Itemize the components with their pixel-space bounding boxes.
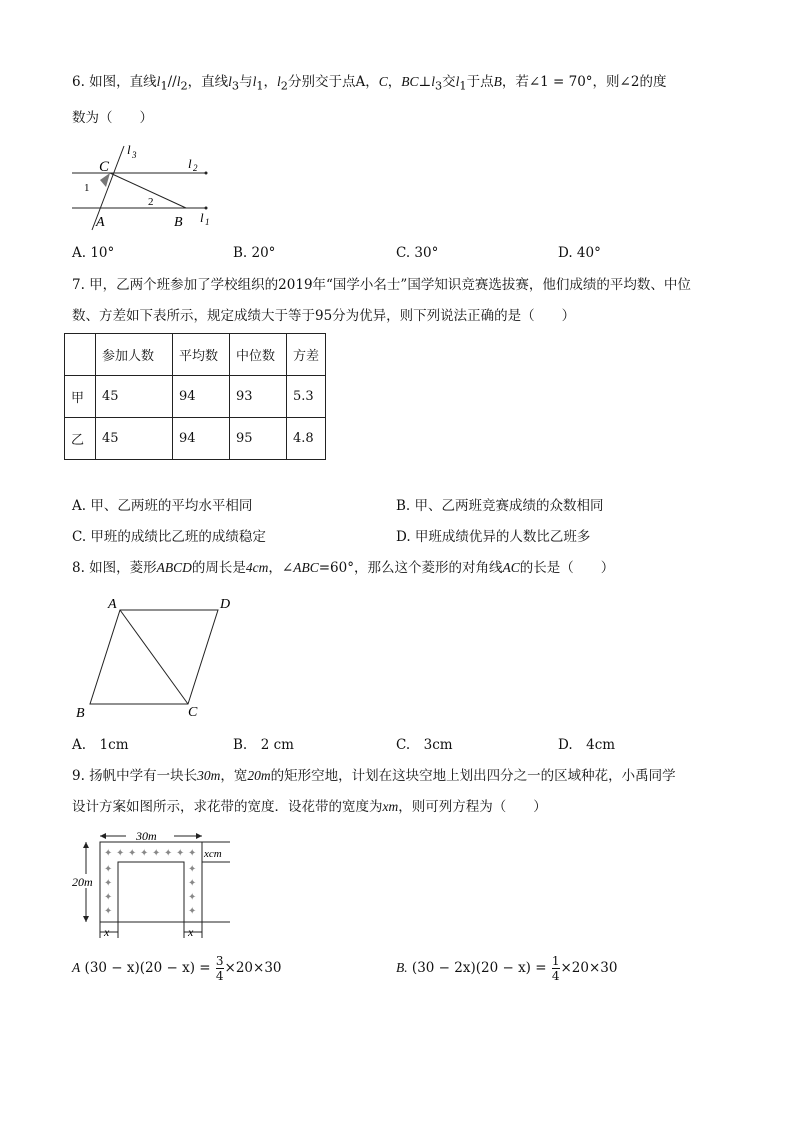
subscript: 1 bbox=[160, 79, 168, 93]
q6-text: 6. 如图，直线 bbox=[72, 74, 157, 90]
label-d: D bbox=[220, 597, 231, 612]
table-header-cell: 中位数 bbox=[230, 334, 287, 376]
svg-text:✦: ✦ bbox=[188, 906, 197, 917]
q8-option-d: D. 4cm bbox=[558, 737, 616, 753]
svg-text:✦: ✦ bbox=[104, 892, 113, 903]
angle-2-label: 2 bbox=[148, 196, 154, 208]
dim-bottom-left-label: x bbox=[104, 925, 110, 939]
q9-text: ，则可列方程为（ ） bbox=[398, 799, 547, 815]
parallel-symbol: // bbox=[167, 74, 177, 90]
table-header-cell: 方差 bbox=[287, 334, 326, 376]
q8-text: ，∠ bbox=[268, 560, 294, 576]
table-header-cell bbox=[65, 334, 96, 376]
q8-text: 的周长是 bbox=[191, 560, 246, 576]
fraction-numerator: 3 bbox=[215, 954, 224, 968]
svg-text:✦: ✦ bbox=[188, 878, 197, 889]
q9-option-b bbox=[396, 950, 617, 986]
subscript: 3 bbox=[231, 79, 240, 93]
var-l: l bbox=[277, 74, 281, 89]
table-cell: 5.3 bbox=[287, 376, 326, 418]
diagonal-ac: AC bbox=[502, 560, 520, 575]
perp-symbol: ⊥ bbox=[418, 74, 432, 90]
var-l: l bbox=[228, 74, 232, 89]
q7-option-d: D. 甲班成绩优异的人数比乙班多 bbox=[396, 529, 591, 545]
fraction-denominator: 4 bbox=[551, 969, 560, 983]
segment-bc: BC bbox=[401, 74, 419, 89]
q6-option-c: C. 30° bbox=[396, 245, 439, 261]
q6-option-a: A. 10° bbox=[72, 245, 115, 261]
svg-text:✦: ✦ bbox=[104, 878, 113, 889]
q7-line2: 数、方差如下表所示，规定成绩大于等于95分为优异，则下列说法正确的是（ ） bbox=[72, 308, 576, 324]
q6-figure bbox=[66, 140, 226, 232]
angle-abc: ABC bbox=[293, 560, 319, 575]
table-row bbox=[65, 418, 326, 460]
dim-bottom-right-label: x bbox=[188, 925, 194, 939]
svg-text:✦: ✦ bbox=[188, 892, 197, 903]
subscript: 1 bbox=[459, 79, 467, 93]
table-cell: 45 bbox=[96, 376, 173, 418]
label-l2-sub: 2 bbox=[193, 163, 198, 173]
q6-text: 于点 bbox=[466, 74, 494, 90]
diagonal-ac-line bbox=[120, 610, 188, 704]
table-cell: 94 bbox=[173, 376, 230, 418]
table-cell: 95 bbox=[230, 418, 287, 460]
svg-text:✦: ✦ bbox=[176, 848, 185, 859]
option-expression: (30 − 2x)(20 − x) = bbox=[411, 960, 547, 976]
q6-text: ， bbox=[263, 74, 278, 90]
band-width-var: xm bbox=[382, 799, 399, 814]
label-l1: l bbox=[200, 210, 204, 225]
option-label: B. bbox=[396, 960, 408, 975]
label-c: C bbox=[99, 159, 110, 175]
inner-rect bbox=[118, 862, 184, 922]
q9-line2 bbox=[72, 797, 547, 817]
subscript: 1 bbox=[256, 79, 264, 93]
stats-table bbox=[64, 333, 326, 460]
q7-option-c: C. 甲班的成绩比乙班的成绩稳定 bbox=[72, 529, 266, 545]
q9-text: ，宽 bbox=[220, 768, 248, 784]
q7-option-a: A. 甲、乙两班的平均水平相同 bbox=[72, 498, 253, 514]
label-b: B bbox=[76, 706, 85, 721]
subscript: 2 bbox=[180, 79, 188, 93]
q6-text: 分别交于点A， bbox=[287, 74, 379, 90]
svg-text:✦: ✦ bbox=[152, 848, 161, 859]
label-l1-sub: 1 bbox=[205, 217, 210, 227]
q8-line1 bbox=[72, 558, 614, 578]
q9-line1 bbox=[72, 766, 676, 786]
table-cell: 45 bbox=[96, 418, 173, 460]
subscript: 3 bbox=[434, 79, 443, 93]
option-expression: (30 − x)(20 − x) = bbox=[84, 960, 211, 976]
q9-text: 设计方案如图所示，求花带的宽度．设花带的宽度为 bbox=[72, 799, 383, 815]
q8-option-a: A. 1cm bbox=[72, 737, 129, 753]
length-value: 30m bbox=[197, 768, 221, 783]
table-cell: 乙 bbox=[65, 418, 96, 460]
table-header-row bbox=[65, 334, 326, 376]
q9-option-a bbox=[72, 950, 282, 986]
svg-text:✦: ✦ bbox=[140, 848, 149, 859]
q9-figure bbox=[70, 826, 240, 942]
dim-top-label: 30m bbox=[136, 829, 157, 843]
option-tail: ×20×30 bbox=[560, 960, 618, 976]
table-cell: 甲 bbox=[65, 376, 96, 418]
q8-option-c: C. 3cm bbox=[396, 737, 453, 753]
subscript: 2 bbox=[280, 79, 288, 93]
q6-text: ，若∠1 = 70°，则∠2的度 bbox=[501, 74, 667, 90]
fraction-numerator: 1 bbox=[551, 954, 560, 968]
angle-mark bbox=[100, 173, 110, 187]
width-value: 20m bbox=[247, 768, 271, 783]
svg-text:✦: ✦ bbox=[128, 848, 137, 859]
q8-text: 的长是（ ） bbox=[519, 560, 615, 576]
var-l: l bbox=[176, 74, 181, 89]
label-l2: l bbox=[188, 156, 192, 171]
dim-left-label: 20m bbox=[72, 875, 93, 889]
label-a: A bbox=[96, 215, 105, 230]
table-header-cell: 参加人数 bbox=[96, 334, 173, 376]
angle-1-label: 1 bbox=[84, 182, 90, 194]
table-cell: 94 bbox=[173, 418, 230, 460]
q8-figure bbox=[72, 592, 242, 722]
table-row bbox=[65, 376, 326, 418]
var-l: l bbox=[431, 74, 435, 89]
label-l3-sub: 3 bbox=[132, 150, 137, 160]
svg-text:✦: ✦ bbox=[164, 848, 173, 859]
option-label: A bbox=[72, 960, 81, 975]
label-a: A bbox=[108, 597, 117, 612]
fraction-denominator: 4 bbox=[215, 969, 224, 983]
table-header-cell: 平均数 bbox=[173, 334, 230, 376]
svg-text:✦: ✦ bbox=[188, 848, 197, 859]
svg-text:✦: ✦ bbox=[188, 864, 197, 875]
label-b: B bbox=[174, 215, 183, 230]
option-tail: ×20×30 bbox=[224, 960, 282, 976]
fraction bbox=[552, 954, 560, 983]
q8-text: =60°，那么这个菱形的对角线 bbox=[318, 560, 503, 576]
q6-text: 与 bbox=[239, 74, 253, 90]
q6-option-d: D. 40° bbox=[558, 245, 601, 261]
svg-text:✦: ✦ bbox=[104, 906, 113, 917]
label-l3: l bbox=[127, 142, 131, 157]
dim-right-label: xcm bbox=[204, 848, 222, 860]
q7-option-b: B. 甲、乙两班竞赛成绩的众数相同 bbox=[396, 498, 604, 514]
svg-text:✦: ✦ bbox=[104, 848, 113, 859]
q6-text: ， bbox=[387, 74, 402, 90]
q9-text: 9. 扬帆中学有一块长 bbox=[72, 768, 198, 784]
q7-line1: 7. 甲，乙两个班参加了学校组织的2019年“国学小名士”国学知识竞赛选拔赛，他们成绩的平均数、中位 bbox=[72, 277, 691, 293]
fraction bbox=[216, 954, 224, 983]
q8-option-b: B. 2 cm bbox=[233, 737, 294, 753]
q6-line1 bbox=[72, 72, 666, 97]
table-cell: 93 bbox=[230, 376, 287, 418]
q6-line2: 数为（ ） bbox=[72, 110, 153, 126]
q9-text: 的矩形空地，计划在这块空地上划出四分之一的区域种花，小禹同学 bbox=[270, 768, 676, 784]
label-c: C bbox=[188, 705, 198, 720]
q8-text: 8. 如图，菱形 bbox=[72, 560, 157, 576]
q6-text: ，直线 bbox=[187, 74, 229, 90]
svg-text:✦: ✦ bbox=[104, 864, 113, 875]
var-l: l bbox=[455, 74, 460, 89]
q6-text: 交 bbox=[442, 74, 456, 90]
q6-option-b: B. 20° bbox=[233, 245, 276, 261]
rhombus-name: ABCD bbox=[156, 560, 192, 575]
var-l: l bbox=[156, 74, 161, 89]
point-c: C bbox=[378, 74, 388, 89]
perimeter-value: 4cm bbox=[245, 560, 269, 575]
table-cell: 4.8 bbox=[287, 418, 326, 460]
var-l: l bbox=[252, 74, 257, 89]
svg-text:✦: ✦ bbox=[116, 848, 125, 859]
point-b: B bbox=[493, 74, 502, 89]
